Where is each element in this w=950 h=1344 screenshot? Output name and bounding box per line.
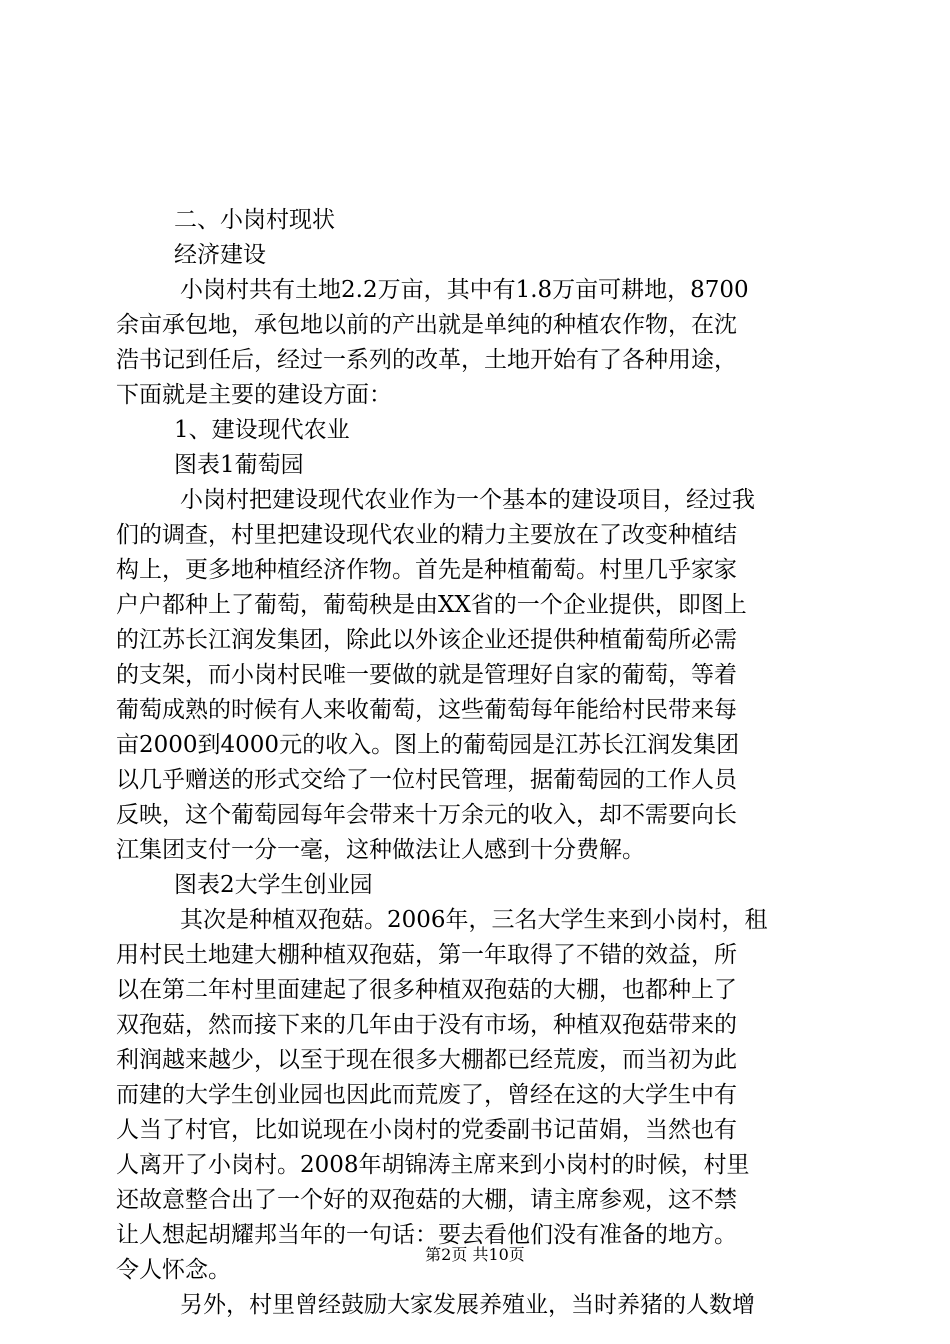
paragraph-line: 构上，更多地种植经济作物。首先是种植葡萄。村里几乎家家 — [116, 557, 737, 583]
paragraph-line: 用村民土地建大棚种植双孢菇，第一年取得了不错的效益，所 — [116, 942, 737, 968]
document-body — [116, 203, 836, 1323]
paragraph-line: 人离开了小岗村。2008年胡锦涛主席来到小岗村的时候，村里 — [116, 1152, 750, 1178]
paragraph-line: 而建的大学生创业园也因此而荒废了，曾经在这的大学生中有 — [116, 1082, 737, 1108]
paragraph-line: 利润越来越少，以至于现在很多大棚都已经荒废，而当初为此 — [116, 1047, 737, 1073]
paragraph-line: 葡萄成熟的时候有人来收葡萄，这些葡萄每年能给村民带来每 — [116, 697, 737, 723]
paragraph-line: 以在第二年村里面建起了很多种植双孢菇的大棚，也都种上了 — [116, 977, 737, 1003]
paragraph-line: 其次是种植双孢菇。2006年，三名大学生来到小岗村，租 — [180, 907, 768, 933]
paragraph-line: 令人怀念。 — [116, 1257, 231, 1283]
section-heading: 二、小岗村现状 — [174, 207, 335, 233]
paragraph-line: 的江苏长江润发集团，除此以外该企业还提供种植葡萄所必需 — [116, 627, 737, 653]
paragraph-line: 反映，这个葡萄园每年会带来十万余元的收入，却不需要向长 — [116, 802, 737, 828]
paragraph-line: 亩2000到4000元的收入。图上的葡萄园是江苏长江润发集团 — [116, 732, 740, 758]
paragraph-line: 们的调查，村里把建设现代农业的精力主要放在了改变种植结 — [116, 522, 737, 548]
paragraph-line: 还故意整合出了一个好的双孢菇的大棚，请主席参观，这不禁 — [116, 1187, 737, 1213]
figure-caption: 图表2大学生创业园 — [174, 872, 373, 898]
paragraph-line: 人当了村官，比如说现在小岗村的党委副书记苗娟，当然也有 — [116, 1117, 737, 1143]
page-number-footer: 第2页 共10页 — [425, 1245, 525, 1264]
list-item-heading: 1、建设现代农业 — [174, 417, 350, 443]
paragraph-line: 的支架，而小岗村民唯一要做的就是管理好自家的葡萄，等着 — [116, 662, 737, 688]
paragraph-line: 让人想起胡耀邦当年的一句话：要去看他们没有准备的地方。 — [116, 1222, 737, 1248]
paragraph-line: 江集团支付一分一毫，这种做法让人感到十分费解。 — [116, 837, 645, 863]
paragraph-line: 另外，村里曾经鼓励大家发展养殖业，当时养猪的人数增 — [180, 1292, 755, 1318]
paragraph-line: 浩书记到任后，经过一系列的改革，土地开始有了各种用途， — [116, 347, 737, 373]
paragraph-line: 户户都种上了葡萄，葡萄秧是由XX省的一个企业提供，即图上 — [116, 592, 747, 618]
paragraph-line: 小岗村共有土地2.2万亩，其中有1.8万亩可耕地，8700 — [180, 277, 749, 303]
subsection-heading: 经济建设 — [174, 242, 266, 268]
paragraph-line: 下面就是主要的建设方面： — [116, 382, 392, 408]
paragraph-line: 余亩承包地，承包地以前的产出就是单纯的种植农作物，在沈 — [116, 312, 737, 338]
paragraph-line: 小岗村把建设现代农业作为一个基本的建设项目，经过我 — [180, 487, 755, 513]
paragraph-line: 以几乎赠送的形式交给了一位村民管理，据葡萄园的工作人员 — [116, 767, 737, 793]
paragraph-line: 双孢菇，然而接下来的几年由于没有市场，种植双孢菇带来的 — [116, 1012, 737, 1038]
figure-caption: 图表1葡萄园 — [174, 452, 304, 478]
